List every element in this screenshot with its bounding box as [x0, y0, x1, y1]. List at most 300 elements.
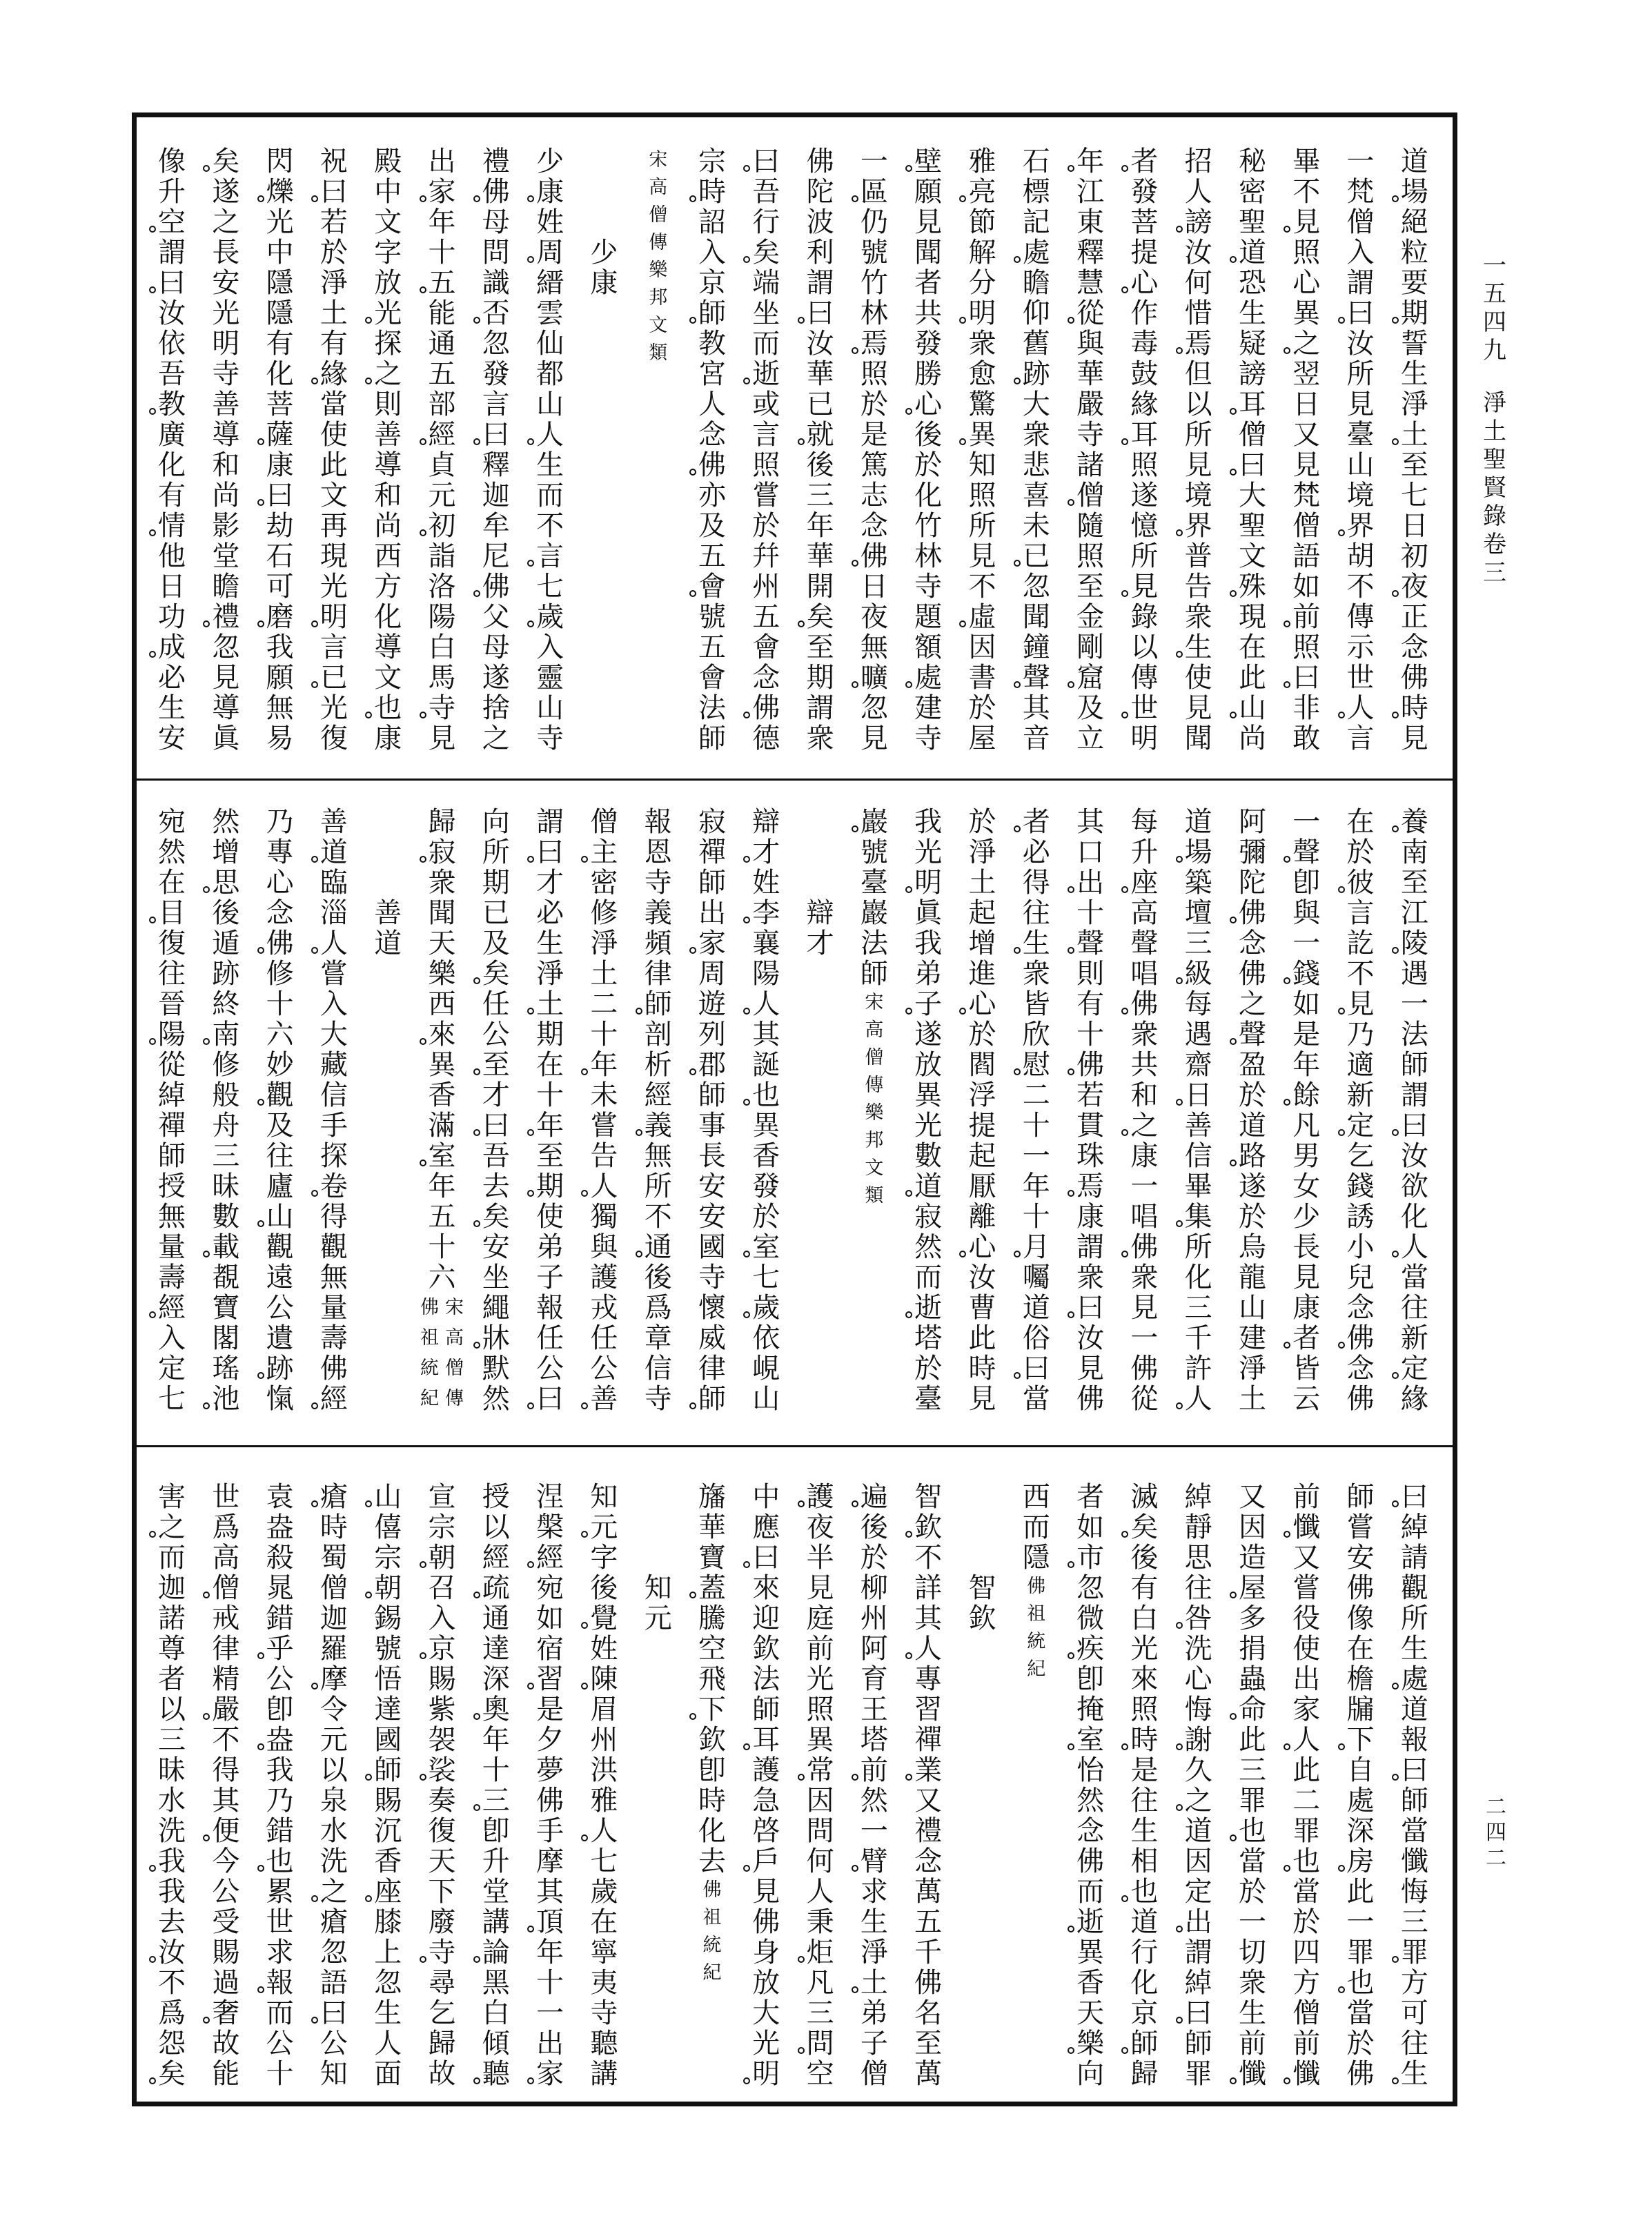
glyph: 慧 [1076, 267, 1105, 299]
glyph: 惜 [1184, 297, 1212, 329]
glyph: 前 [1238, 2028, 1266, 2059]
glyph: 羅 [319, 1633, 348, 1665]
glyph: 處 [1400, 1663, 1428, 1695]
glyph: 五 [698, 540, 726, 572]
glyph: 生 [1022, 928, 1050, 959]
glyph: 盎 [266, 1511, 294, 1543]
glyph: 導 [374, 632, 402, 663]
glyph: 錯 [266, 1815, 294, 1847]
glyph: 懷 [698, 1292, 726, 1324]
glyph: 建 [1238, 1322, 1266, 1354]
glyph: 智 [914, 1481, 943, 1513]
glyph: 人 [536, 419, 564, 451]
glyph: 耳 [1238, 389, 1266, 420]
glyph: 報 [536, 1292, 564, 1324]
glyph: 師 [752, 1694, 780, 1725]
glyph: 卽 [266, 1694, 294, 1725]
glyph: 家 [428, 176, 456, 208]
glyph: 欽 [968, 1603, 996, 1634]
glyph: 安 [1346, 1542, 1375, 1574]
glyph: 此 [1238, 1724, 1266, 1756]
glyph: 綽 [1400, 1511, 1428, 1543]
glyph: 眞 [914, 897, 943, 929]
text-column [1388, 807, 1442, 1414]
body-text [913, 807, 943, 1414]
glyph: 授 [482, 1481, 510, 1513]
glyph: 思 [1184, 1542, 1212, 1574]
glyph: 十 [536, 1079, 564, 1111]
glyph: 吾 [752, 176, 780, 208]
glyph: 臺 [1346, 419, 1375, 451]
glyph: 曰 [158, 267, 186, 299]
glyph: 天 [428, 1846, 456, 1877]
glyph: 其 [212, 1785, 240, 1817]
glyph: 生 [158, 692, 186, 724]
glyph: 秉 [806, 1906, 834, 1938]
glyph: 也 [1130, 1876, 1159, 1908]
glyph: 界 [1184, 510, 1212, 542]
glyph: 康 [266, 449, 294, 481]
glyph: 善 [374, 419, 402, 451]
glyph: 所 [968, 510, 996, 542]
glyph: 世 [212, 1481, 240, 1513]
glyph: 人 [374, 2028, 402, 2059]
glyph: 於 [968, 1019, 996, 1050]
body-text [157, 807, 187, 1414]
glyph: 至 [1076, 571, 1105, 603]
glyph: 在 [1346, 1633, 1375, 1665]
glyph: 仙 [536, 328, 564, 360]
glyph: 所 [1130, 540, 1159, 572]
glyph: 正 [1400, 601, 1428, 633]
glyph: 佛 [1238, 897, 1266, 929]
book-title [1481, 389, 1508, 587]
glyph: 在 [536, 1049, 564, 1081]
glyph: 我 [266, 632, 294, 663]
glyph: 卷 [319, 1171, 348, 1202]
glyph: 胡 [1346, 540, 1375, 572]
body-text [1291, 807, 1321, 1414]
glyph: 召 [428, 1572, 456, 1604]
glyph: 人 [806, 1876, 834, 1908]
glyph: 寺 [590, 1997, 618, 2029]
glyph: 洛 [428, 571, 456, 603]
glyph: 鐘 [1022, 632, 1050, 663]
glyph: 華 [806, 358, 834, 390]
glyph: 號 [860, 237, 888, 268]
glyph: 翌 [1292, 358, 1321, 390]
glyph: 之 [1130, 1110, 1159, 1142]
glyph: 升 [482, 1846, 510, 1877]
text-column [1117, 1482, 1171, 2089]
glyph: 小 [1346, 1231, 1375, 1263]
glyph: 於 [860, 1542, 888, 1574]
glyph: 衆 [1238, 1967, 1266, 1999]
glyph: 遂 [212, 176, 240, 208]
glyph: 土 [319, 297, 348, 329]
text-column [1117, 146, 1171, 754]
glyph: 人 [1184, 176, 1212, 208]
glyph: 也 [1292, 1846, 1321, 1877]
glyph: 期 [536, 1171, 564, 1202]
glyph: 處 [914, 662, 943, 694]
glyph: 公 [212, 1876, 240, 1908]
glyph: 祝 [319, 146, 348, 177]
glyph: 傾 [482, 2028, 510, 2059]
glyph: 遂 [1130, 480, 1159, 511]
glyph: 至 [806, 632, 834, 663]
glyph: 於 [914, 449, 943, 481]
glyph: 爲 [644, 1292, 672, 1324]
glyph: 經 [428, 419, 456, 451]
glyph: 放 [374, 267, 402, 299]
glyph: 謗 [1184, 206, 1212, 238]
glyph: 未 [1022, 510, 1050, 542]
glyph: 來 [428, 1019, 456, 1050]
glyph: 善 [374, 897, 402, 929]
glyph: 黑 [482, 1967, 510, 1999]
glyph: 三 [1400, 1906, 1428, 1938]
glyph: 悲 [1022, 449, 1050, 481]
glyph: 禮 [914, 1815, 943, 1847]
body-text [1237, 807, 1268, 1414]
glyph: 僧 [1238, 419, 1266, 451]
glyph: 其 [914, 1603, 943, 1634]
glyph: 隱 [1022, 1542, 1050, 1574]
glyph: 大 [1022, 389, 1050, 420]
glyph: 觀 [266, 1079, 294, 1111]
heading-text [589, 237, 619, 298]
glyph: 化 [158, 449, 186, 481]
glyph: 法 [1400, 1019, 1428, 1050]
glyph: 佛 [319, 1353, 348, 1384]
glyph: 牟 [482, 510, 510, 542]
glyph: 一 [1130, 1322, 1159, 1354]
glyph: 此 [1346, 1876, 1375, 1908]
glyph: 導 [212, 419, 240, 451]
glyph: 大 [752, 1997, 780, 2029]
glyph: 聲 [1292, 836, 1321, 868]
glyph: 元 [590, 1511, 618, 1543]
glyph: 梵 [1292, 480, 1321, 511]
glyph: 曰 [1022, 1353, 1050, 1384]
page-frame [132, 112, 1457, 2106]
glyph: 生 [860, 1906, 888, 1938]
glyph: 心 [968, 988, 996, 1020]
glyph: 年 [1022, 1171, 1050, 1202]
glyph: 瞻 [212, 571, 240, 603]
glyph: 屋 [1238, 1572, 1266, 1604]
glyph: 在 [1346, 806, 1375, 838]
glyph: 矣 [482, 958, 510, 990]
body-text [481, 1482, 511, 2089]
glyph: 尋 [428, 1967, 456, 1999]
glyph: 出 [1184, 1906, 1212, 1938]
glyph: 七 [536, 571, 564, 603]
glyph: 一 [1292, 928, 1321, 959]
glyph: 曰 [752, 1542, 780, 1574]
glyph: 土 [1238, 1383, 1266, 1415]
glyph: 探 [319, 1140, 348, 1172]
volume-page-number [1481, 252, 1508, 365]
glyph: 卽 [1292, 867, 1321, 899]
glyph: 言 [536, 540, 564, 572]
glyph: 聖 [1238, 206, 1266, 238]
glyph: 祖 [702, 1907, 722, 1928]
text-column [253, 146, 306, 754]
glyph: 磨 [266, 601, 294, 633]
glyph: 盎 [266, 1724, 294, 1756]
glyph: 南 [1400, 836, 1428, 868]
glyph: 才 [482, 1079, 510, 1111]
glyph: 樂 [865, 1102, 884, 1124]
source-citation-column [631, 146, 685, 367]
glyph: 月 [1022, 1231, 1050, 1263]
glyph: 放 [752, 1967, 780, 1999]
glyph: 迦 [158, 1572, 186, 1604]
glyph: 受 [212, 1906, 240, 1938]
glyph: 佛 [482, 571, 510, 603]
glyph: 告 [590, 1140, 618, 1172]
glyph: 大 [1238, 480, 1266, 511]
glyph: 悔 [1184, 1694, 1212, 1725]
glyph: 生 [1400, 1633, 1428, 1665]
glyph: 見 [914, 206, 943, 238]
glyph: 毒 [1130, 328, 1159, 360]
glyph: 康 [1292, 1292, 1321, 1324]
glyph: 志 [860, 480, 888, 511]
text-column [901, 146, 955, 754]
glyph: 護 [806, 1481, 834, 1513]
glyph: 令 [319, 1694, 348, 1725]
glyph: 高 [212, 1542, 240, 1574]
glyph: 以 [1184, 389, 1212, 420]
glyph: 寺 [536, 723, 564, 754]
glyph: 昧 [212, 1171, 240, 1202]
glyph: 曰 [1346, 297, 1375, 329]
glyph: 寂 [428, 836, 456, 868]
glyph: 剛 [1076, 632, 1105, 663]
body-text [697, 146, 727, 754]
glyph: 至 [1400, 867, 1428, 899]
glyph: 紀 [420, 1388, 439, 1409]
glyph: 晉 [158, 988, 186, 1020]
glyph: 縉 [536, 267, 564, 299]
text-column [1333, 146, 1387, 754]
glyph: 如 [536, 1603, 564, 1634]
glyph: 害 [158, 1481, 186, 1513]
glyph: 宮 [698, 358, 726, 390]
glyph: 義 [644, 897, 672, 929]
glyph: 巖 [860, 806, 888, 838]
glyph: 統 [702, 1935, 722, 1956]
glyph: 明 [212, 328, 240, 360]
glyph: 去 [698, 1846, 726, 1877]
text-column [739, 807, 793, 1414]
glyph: 李 [752, 897, 780, 929]
glyph: 曰 [806, 297, 834, 329]
glyph: 壽 [158, 1262, 186, 1293]
glyph: 尊 [158, 1633, 186, 1665]
glyph: 佛 [1346, 1383, 1375, 1415]
glyph: 人 [914, 1633, 943, 1665]
glyph: 聲 [1238, 1019, 1266, 1050]
glyph: 檐 [1346, 1663, 1375, 1695]
glyph: 開 [806, 571, 834, 603]
glyph: 後 [1130, 1542, 1159, 1574]
glyph: 知 [968, 449, 996, 481]
glyph: 坐 [482, 1262, 510, 1293]
glyph: 標 [1022, 176, 1050, 208]
glyph: 記 [1022, 206, 1050, 238]
glyph: 端 [752, 267, 780, 299]
text-column [793, 146, 847, 754]
text-column [955, 146, 1009, 754]
glyph: 二 [590, 988, 618, 1020]
glyph: 錯 [266, 1603, 294, 1634]
glyph: 大 [319, 1019, 348, 1050]
glyph: 山 [1346, 449, 1375, 481]
glyph: 照 [806, 1694, 834, 1725]
glyph: 有 [266, 328, 294, 360]
glyph: 仍 [860, 206, 888, 238]
glyph: 年 [482, 1724, 510, 1756]
glyph: 戶 [752, 1846, 780, 1877]
glyph: 善 [590, 1383, 618, 1415]
glyph: 捐 [1238, 1633, 1266, 1665]
body-text [427, 1482, 458, 2089]
glyph: 七 [158, 1383, 186, 1415]
glyph: 專 [266, 836, 294, 868]
glyph: 辯 [806, 897, 834, 929]
glyph: 禪 [914, 1724, 943, 1756]
glyph: 般 [212, 1079, 240, 1111]
glyph: 皆 [1022, 988, 1050, 1020]
glyph: 謂 [806, 267, 834, 299]
glyph: 人 [752, 988, 780, 1020]
glyph: 瘡 [319, 1481, 348, 1513]
glyph: 得 [1022, 867, 1050, 899]
glyph: 房 [1346, 1846, 1375, 1877]
glyph: 見 [1292, 449, 1321, 481]
glyph: 州 [590, 1724, 618, 1756]
glyph: 半 [806, 1542, 834, 1574]
glyph: 處 [1022, 237, 1050, 268]
glyph: 何 [1184, 267, 1212, 299]
glyph: 都 [536, 358, 564, 390]
glyph: 宗 [374, 1542, 402, 1574]
glyph: 必 [536, 897, 564, 929]
glyph: 僧 [212, 1572, 240, 1604]
glyph: 光 [319, 571, 348, 603]
glyph: 聲 [1022, 662, 1050, 694]
glyph: 隱 [266, 297, 294, 329]
glyph: 會 [698, 571, 726, 603]
glyph: 會 [698, 662, 726, 694]
text-column [1010, 146, 1063, 754]
glyph: 汝 [1346, 328, 1375, 360]
glyph: 乞 [428, 1997, 456, 2029]
glyph: 往 [1400, 2028, 1428, 2059]
glyph: 眉 [590, 1694, 618, 1725]
glyph: 也 [752, 1079, 780, 1111]
glyph: 向 [1076, 2058, 1105, 2090]
glyph: 初 [428, 510, 456, 542]
glyph: 堂 [482, 1876, 510, 1908]
glyph: 十 [1022, 1201, 1050, 1233]
glyph: 矣 [158, 2058, 186, 2090]
glyph: 宗 [428, 1511, 456, 1543]
glyph: 從 [1076, 297, 1105, 329]
glyph: 其 [536, 1876, 564, 1908]
glyph: 通 [644, 1231, 672, 1263]
glyph: 乎 [266, 1633, 294, 1665]
glyph: 言 [1346, 897, 1375, 929]
glyph: 逝 [752, 358, 780, 390]
glyph: 靜 [1184, 1511, 1212, 1543]
glyph: 逝 [1076, 1906, 1105, 1938]
glyph: 夕 [536, 1724, 564, 1756]
glyph: 在 [1238, 632, 1266, 663]
glyph: 識 [482, 267, 510, 299]
glyph: 者 [914, 267, 943, 299]
glyph: 習 [536, 1663, 564, 1695]
body-text [1183, 1482, 1214, 2089]
glyph: 量 [158, 1231, 186, 1263]
glyph: 公 [482, 1019, 510, 1050]
glyph: 頂 [536, 1906, 564, 1938]
glyph: 高 [865, 1019, 884, 1041]
glyph: 郡 [698, 1049, 726, 1081]
glyph: 華 [698, 1511, 726, 1543]
body-text [643, 807, 673, 1414]
glyph: 國 [374, 1724, 402, 1756]
glyph: 香 [428, 1079, 456, 1111]
glyph: 書 [968, 662, 996, 694]
glyph: 少 [590, 237, 618, 268]
glyph: 講 [482, 1906, 510, 1938]
glyph: 緣 [319, 358, 348, 390]
glyph: 業 [914, 1754, 943, 1786]
glyph: 十 [590, 1019, 618, 1050]
glyph: 遊 [698, 988, 726, 1020]
glyph: 役 [1292, 1603, 1321, 1634]
glyph: 光 [806, 1663, 834, 1695]
glyph: 唱 [1130, 1201, 1159, 1233]
glyph: 達 [482, 1633, 510, 1665]
glyph: 弟 [536, 1231, 564, 1263]
glyph: 心 [1292, 267, 1321, 299]
glyph: 慰 [1022, 1049, 1050, 1081]
glyph: 求 [860, 1876, 888, 1908]
glyph: 白 [428, 632, 456, 663]
glyph: 賜 [212, 1937, 240, 1968]
glyph: 元 [644, 1603, 672, 1634]
glyph: 十 [1076, 1019, 1105, 1050]
glyph: 往 [1184, 1572, 1212, 1604]
glyph: 室 [752, 1231, 780, 1263]
glyph: 七 [1400, 480, 1428, 511]
text-column [1279, 146, 1333, 754]
glyph: 世 [266, 1906, 294, 1938]
glyph: 念 [1346, 1292, 1375, 1324]
glyph: 列 [698, 1019, 726, 1050]
glyph: 忽 [860, 692, 888, 724]
glyph: 出 [1076, 867, 1105, 899]
glyph: 念 [752, 662, 780, 694]
glyph: 廬 [266, 1171, 294, 1202]
glyph: 香 [752, 1140, 780, 1172]
